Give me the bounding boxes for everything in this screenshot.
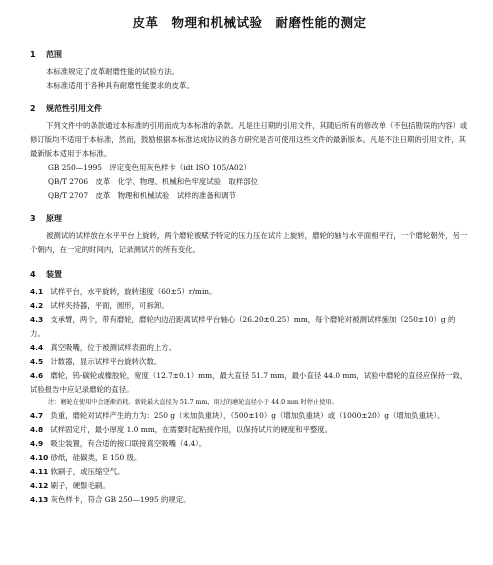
item-number: 4.3: [30, 315, 44, 324]
section-title: 规范性引用文件: [46, 104, 102, 113]
list-item: [30, 313, 469, 341]
item-number: 4.7: [30, 411, 44, 420]
list-item: [30, 285, 469, 299]
item-number: 4.1: [30, 287, 44, 296]
item-number: 4.9: [30, 439, 44, 448]
item-text: 磨轮，钨-碳轮或橡胶轮，宽度（12.7±0.1）mm，最大直径 51.7 mm，最小直径 44.0 mm，试验中磨轮的直径应保持一致，试验报告中应记录磨轮的直径。: [30, 371, 468, 394]
list-item: [30, 355, 469, 369]
section-number: 2: [30, 104, 36, 113]
item-number: 4.4: [30, 343, 44, 352]
list-item: [30, 369, 469, 397]
list-item: [30, 437, 469, 451]
section-heading-principle: [30, 213, 469, 225]
item-text: 灰色样卡，符合 GB 250—1995 的规定。: [50, 495, 191, 504]
item-text: 试样固定片，最小厚度 1.0 mm，在需要时起粘接作用，以保持试片的硬度和平整度。: [50, 425, 333, 434]
section-heading-apparatus: [30, 269, 469, 281]
note: 注：磨轮在使用中会逐渐消耗。新轮最大直径为 51.7 mm，用过的磨轮直径小于 44.0 mm 时停止使用。: [48, 399, 338, 406]
item-text: 软刷子，或压缩空气。: [50, 467, 125, 476]
list-item: [30, 465, 469, 479]
section-title: 范围: [46, 50, 62, 59]
item-number: 4.2: [30, 301, 44, 310]
item-text: 吸尘装置，有合适的接口联接真空吸嘴（4.4）。: [50, 439, 207, 448]
section-heading-references: [30, 103, 469, 115]
list-item: [30, 451, 469, 465]
section-number: 4: [30, 270, 36, 279]
reference-item: QB/T 2706 皮革 化学、物理、机械和色牢度试验 取样部位: [48, 177, 259, 186]
item-number: 4.8: [30, 425, 44, 434]
reference-item: QB/T 2707 皮革 物理和机械试验 试样的准备和调节: [48, 191, 236, 200]
reference-item: GB 250—1995 评定变色用灰色样卡（idt ISO 105/A02）: [48, 163, 251, 172]
item-text: 支承臂，两个，带有磨轮，磨轮内边沿距离试样平台轴心（26.20±0.25）mm，每个磨轮对被测试样施加（250±10）g 的力。: [30, 315, 456, 338]
section-number: 3: [30, 214, 36, 223]
item-number: 4.11: [30, 467, 49, 476]
section-number: 1: [30, 50, 36, 59]
item-number: 4.12: [30, 481, 49, 490]
list-item: [30, 423, 469, 437]
document-title: 皮革 物理和机械试验 耐磨性能的测定: [132, 15, 367, 30]
item-number: 4.5: [30, 357, 44, 366]
item-text: 负重，磨轮对试样产生的力为：250 g（未加负重块），（500±10）g（增加负重块）或（1000±20）g（增加负重块）。: [50, 411, 445, 420]
list-item: [30, 409, 469, 423]
item-number: 4.13: [30, 495, 49, 504]
item-text: 试样平台，水平旋转，旋转速度（60±5）r/min。: [50, 287, 217, 296]
paragraph: 被测试的试样放在水平平台上旋转，两个磨轮被赋予特定的压力压在试片上旋转，磨轮的轴与水平面相平行，一个磨轮朝外，另一个朝内，在一定的时间内，记录测试片的所有变化。: [30, 231, 468, 254]
paragraph: 本标准规定了皮革耐磨性能的试验方法。: [46, 67, 180, 76]
section-title: 装置: [46, 270, 62, 279]
item-text: 刷子，硬鬃毛刷。: [50, 481, 110, 490]
item-text: 试样夹持器，平面，圆形，可拆卸。: [50, 301, 169, 310]
list-item: [30, 299, 469, 313]
item-text: 计数器，显示试样平台旋转次数。: [50, 357, 162, 366]
paragraph: 本标准适用于各种具有耐磨性能要求的皮革。: [46, 81, 194, 90]
list-item: [30, 493, 469, 507]
list-item: [30, 479, 469, 493]
list-item: [30, 341, 469, 355]
item-text: 砂纸，硅碳类，E 150 级。: [50, 453, 142, 462]
item-text: 真空吸嘴，位于被测试样表面的上方。: [50, 343, 177, 352]
item-number: 4.10: [30, 453, 49, 462]
item-number: 4.6: [30, 371, 44, 380]
paragraph: 下列文件中的条款通过本标准的引用而成为本标准的条款。凡是注日期的引用文件，其随后所有的修改单（不包括勘误的内容）或修订版均不适用于本标准，然而，鼓励根据本标准达成协议的各方研究是否可使用这些文件的最新版本。凡是不注日期的引用文件，其最新版本适用于本标准。: [30, 121, 468, 158]
section-title: 原理: [46, 214, 62, 223]
section-heading-scope: [30, 49, 469, 61]
